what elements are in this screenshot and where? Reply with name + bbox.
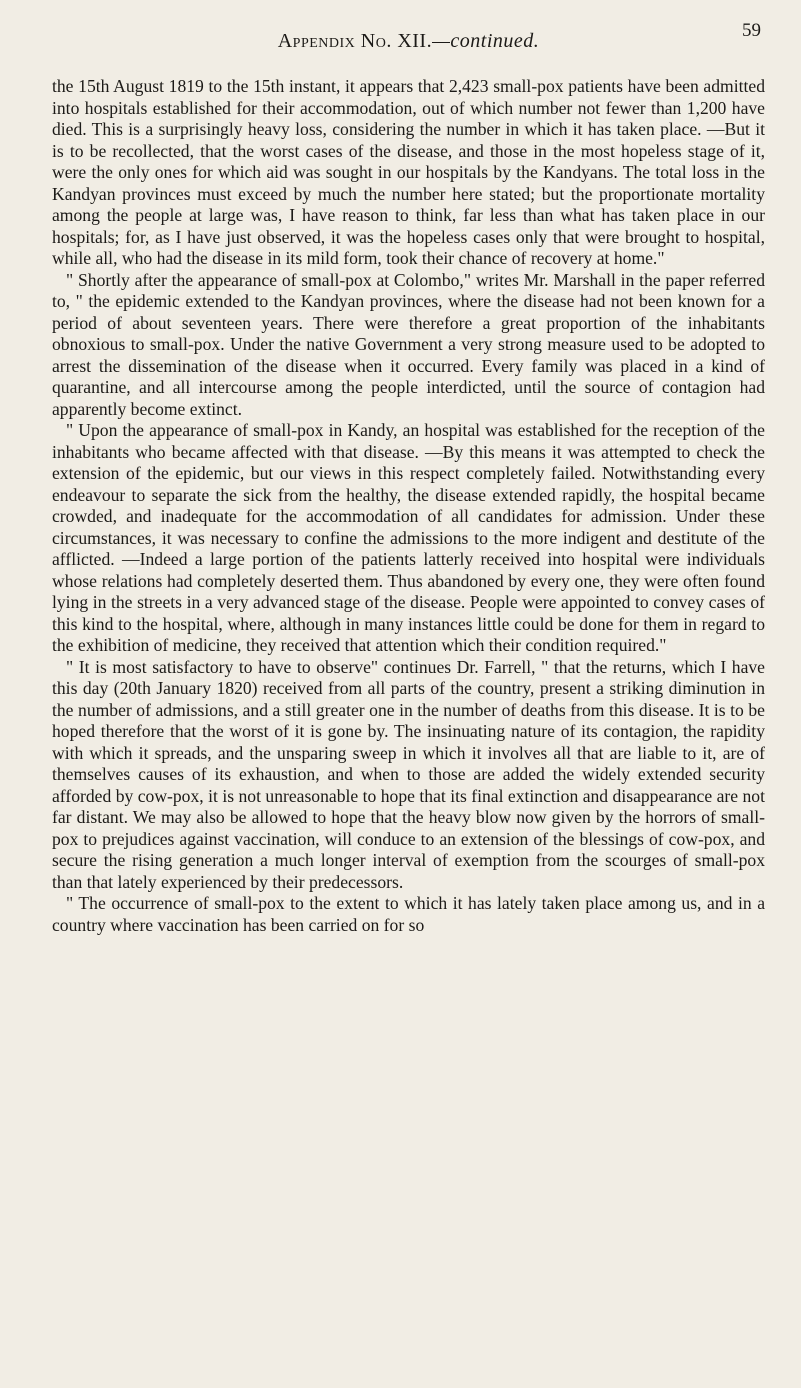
continued-label: —continued. <box>432 30 540 52</box>
page-header <box>52 18 765 58</box>
paragraph-4: " It is most satisfactory to have to observe" continues Dr. Farrell, " that the returns, which I have this day (20th January 1820) received from all parts of the country, present a striking diminution in the number of admissions, and a still greater one in the number of deaths from this disease. It is to be hoped therefore that the worst of it is gone by. The insinuating nature of its contagion, the rapidity with which it spreads, and the unsparing sweep in which it involves all that are liable to it, are of themselves causes of its exhaustion, and when to those are added the widely extended security afforded by cow-pox, it is not unreasonable to hope that its final extinction and disappearance are not far distant. We may also be allowed to hope that the heavy blow now given by the horrors of small-pox to prejudices against vaccination, will conduce to an extension of the blessings of cow-pox, and secure the rising generation a much longer interval of exemption from the scourges of small-pox than that lately experienced by their predecessors. <box>52 656 765 892</box>
body-text <box>52 76 765 936</box>
page-number: 59 <box>742 20 761 41</box>
running-head <box>278 30 540 53</box>
paragraph-2: " Shortly after the appearance of small-pox at Colombo," writes Mr. Marshall in the paper referred to, " the epidemic extended to the Kandyan provinces, where the disease had not been known for a period of about seventeen years. There were therefore a great proportion of the inhabitants obnoxious to small-pox. Under the native Government a very strong measure used to be adopted to arrest the dissemination of the disease when it occurred. Every family was placed in a kind of quarantine, and all intercourse among the people interdicted, until the source of contagion had apparently become extinct. <box>52 269 765 419</box>
paragraph-1: the 15th August 1819 to the 15th instant, it appears that 2,423 small-pox patients have been admitted into hospitals established for their accommodation, out of which number not fewer than 1,200 have died. This is a surprisingly heavy loss, considering the number in which it has taken place. —But it is to be recollected, that the worst cases of the disease, and those in the most hopeless stage of it, were the only ones for which aid was sought in our hospitals by the Kandyans. The total loss in the Kandyan provinces must exceed by much the number here stated; but the proportionate mortality among the people at large was, I have reason to think, far less than what has taken place in our hospitals; for, as I have just observed, it was the hopeless cases only that were brought to hospital, while all, who had the disease in its mild form, took their chance of recovery at home." <box>52 76 765 268</box>
paragraph-5: " The occurrence of small-pox to the extent to which it has lately taken place among us, and in a country where vaccination has been carried on for so <box>52 893 765 935</box>
appendix-label: Appendix No. XII. <box>277 30 433 52</box>
paragraph-3: " Upon the appearance of small-pox in Kandy, an hospital was established for the reception of the inhabitants who became affected with that disease. —By this means it was attempted to check the extension of the epidemic, but our views in this respect completely failed. Notwithstanding every endeavour to separate the sick from the healthy, the disease extended rapidly, the hospital became crowded, and inadequate for the accommodation of all candidates for admission. Under these circumstances, it was necessary to confine the admissions to the more indigent and destitute of the afflicted. —Indeed a large portion of the patients latterly received into hospital were individuals whose relations had completely deserted them. Thus abandoned by every one, they were often found lying in the streets in a very advanced stage of the disease. People were appointed to convey cases of this kind to the hospital, where, although in many instances little could be done for them in regard to the exhibition of medicine, they received that attention which their condition required." <box>52 420 765 655</box>
